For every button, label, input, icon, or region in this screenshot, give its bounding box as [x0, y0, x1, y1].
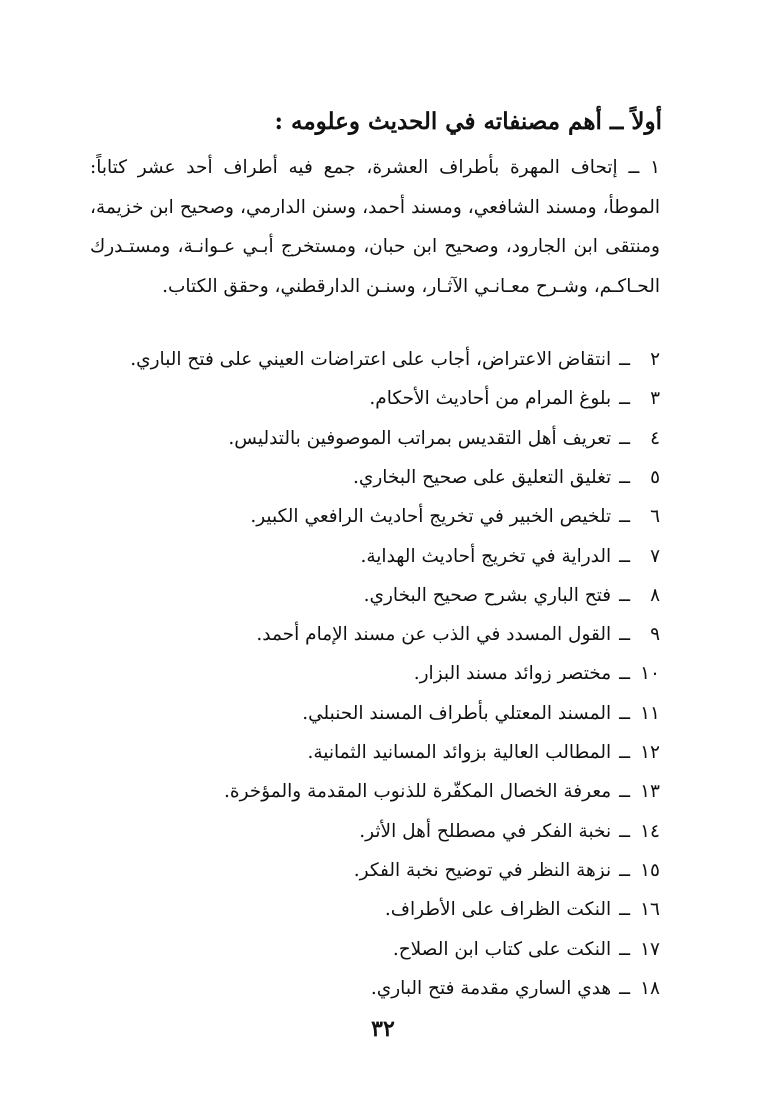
list-item — [256, 620, 660, 650]
item-number: ١٤ — [640, 820, 660, 842]
list-item — [359, 817, 660, 847]
item-text: نخبة الفكر في مصطلح أهل الأثر. — [359, 820, 612, 842]
item-dash: ــ — [619, 820, 630, 842]
list-item — [228, 424, 660, 454]
item-number: ٥ — [650, 466, 660, 488]
item-text: انتقاض الاعتراض، أجاب على اعتراضات العيني على فتح الباري. — [130, 349, 612, 370]
list-item — [393, 935, 660, 965]
item-number: ١٧ — [640, 938, 660, 960]
item-text: بلوغ المرام من أحاديث الأحكام. — [369, 388, 612, 410]
item-number: ١٥ — [640, 859, 660, 881]
item-text: نزهة النظر في توضيح نخبة الفكر. — [353, 859, 612, 881]
item-dash: ــ — [619, 702, 630, 724]
item-dash: ــ — [619, 781, 630, 803]
list-item — [364, 581, 660, 611]
item-text: النكت على كتاب ابن الصلاح. — [392, 938, 612, 960]
item-text: إتحاف المهرة بأطراف العشرة، جمع فيه أطراف أحد عشر كتاباً: الموطأ، ومسند الشافعي، ومسند أحمد، وسنن الدارمي، وصحيح ابن خزيمة، ومنتقى ابن الجارود، وصحيح ابن حبان، ومستخرج أبـي عـوانـة، ومستـدرك الحـاكـم، وشـرح معـانـي الآثـار، وسنـن الدارقطني، وحقق الكتاب. — [90, 157, 660, 297]
item-dash: ــ — [619, 584, 630, 606]
list-item — [369, 384, 660, 414]
item-dash: ــ — [628, 157, 640, 178]
item-number: ٨ — [650, 584, 660, 606]
item-dash: ــ — [619, 545, 630, 567]
item-number: ٤ — [650, 427, 660, 449]
item-dash: ــ — [619, 977, 630, 999]
item-dash: ــ — [619, 427, 630, 449]
item-number: ٦ — [650, 506, 660, 528]
item-number: ٢ — [650, 349, 660, 370]
list-item — [353, 463, 660, 493]
item-text: الدراية في تخريج أحاديث الهداية. — [360, 545, 612, 567]
item-text: تعريف أهل التقديس بمراتب الموصوفين بالتدليس. — [228, 427, 612, 449]
item-number: ١ — [650, 157, 660, 178]
item-text: تغليق التعليق على صحيح البخاري. — [353, 466, 612, 488]
item-dash: ــ — [619, 466, 630, 488]
item-dash: ــ — [619, 938, 630, 960]
item-dash: ــ — [619, 349, 630, 370]
item-text: المطالب العالية بزوائد المسانيد الثمانية. — [307, 742, 612, 763]
item-dash: ــ — [619, 506, 630, 528]
section-heading: أولاً ــ أهم مصنفاته في الحديث وعلومه : — [274, 108, 662, 135]
page-number: ٣٢ — [371, 1016, 395, 1042]
item-text: النكت الظراف على الأطراف. — [384, 899, 612, 921]
item-number: ١٦ — [640, 899, 660, 921]
list-item — [385, 895, 660, 925]
list-item — [308, 738, 661, 768]
item-number: ١٨ — [640, 977, 660, 999]
list-item — [371, 974, 660, 1004]
item-dash: ــ — [619, 663, 630, 685]
item-dash: ــ — [619, 742, 630, 763]
list-item — [130, 345, 660, 375]
item-text: هدي الساري مقدمة فتح الباري. — [370, 977, 612, 999]
list-item — [302, 699, 660, 729]
item-dash: ــ — [619, 624, 630, 646]
item-text: مختصر زوائد مسند البزار. — [413, 663, 612, 685]
item-dash: ــ — [619, 859, 630, 881]
list-item-1 — [90, 148, 660, 306]
list-item — [414, 659, 660, 689]
list-item — [360, 542, 660, 572]
item-text: المسند المعتلي بأطراف المسند الحنبلي. — [302, 702, 612, 724]
item-dash: ــ — [619, 388, 630, 410]
list-item — [224, 777, 660, 807]
item-number: ٩ — [650, 624, 660, 646]
item-number: ٣ — [650, 388, 660, 410]
list-item — [354, 856, 660, 886]
item-number: ١٢ — [640, 742, 660, 763]
item-dash: ــ — [619, 899, 630, 921]
item-number: ٧ — [650, 545, 660, 567]
item-text: فتح الباري بشرح صحيح البخاري. — [363, 584, 612, 606]
item-number: ١٠ — [640, 663, 660, 685]
item-text: معرفة الخصال المكفّرة للذنوب المقدمة والمؤخرة. — [224, 781, 612, 803]
item-text: تلخيص الخبير في تخريج أحاديث الرافعي الكبير. — [250, 506, 612, 528]
item-number: ١٣ — [640, 781, 660, 803]
list-item — [250, 502, 660, 532]
item-number: ١١ — [640, 702, 660, 724]
item-text: القول المسدد في الذب عن مسند الإمام أحمد. — [256, 624, 612, 646]
